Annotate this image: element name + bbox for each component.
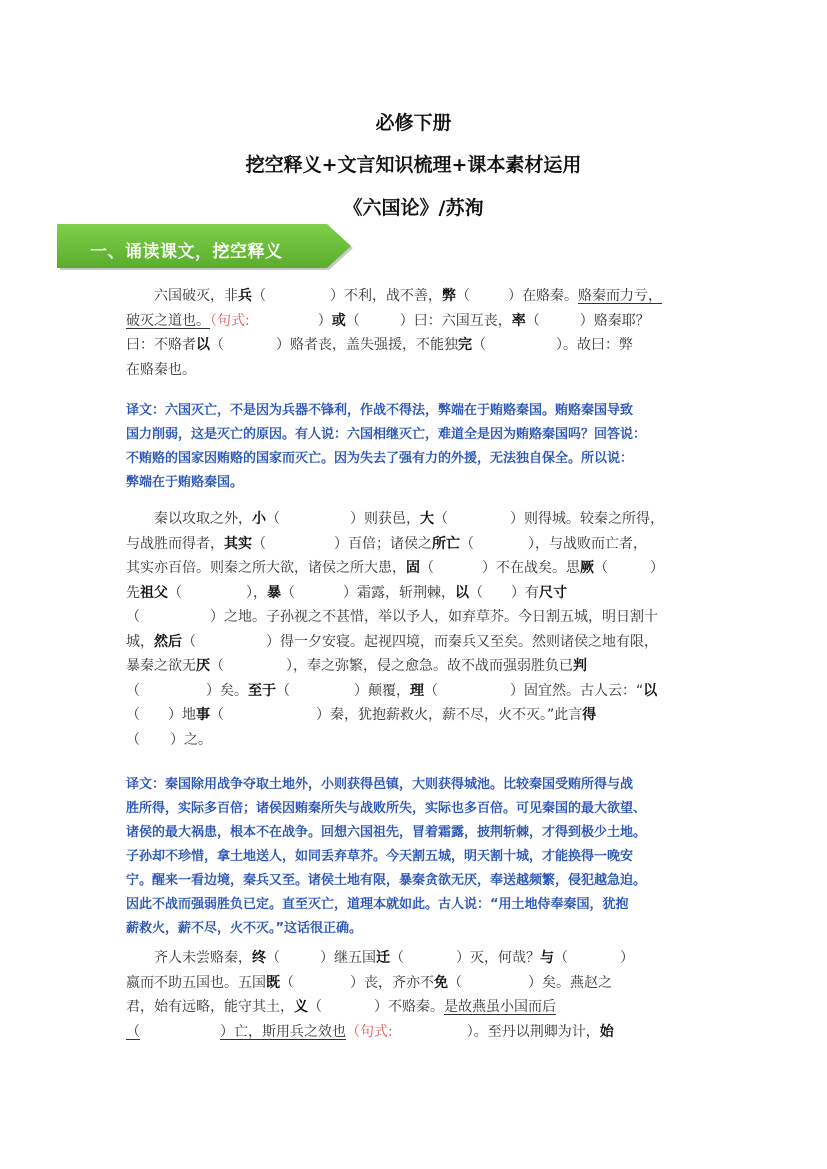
translation-line: 译文：秦国除用战争夺取土地外，小则获得邑镇，大则获得城池。比较秦国受贿所得与战 (126, 777, 634, 792)
section-title: 一、诵读课文，挖空释义 (90, 242, 283, 262)
text-line: （ ）矣。至于（ ）颠覆，理（ ）固宜然。古人云：“以 (126, 682, 658, 699)
text-line: （ ）地事（ ）秦，犹抱薪救火，薪不尽，火不灭。”此言得 (126, 707, 597, 723)
text-line: 秦以攻取之外，小（ ）则获邑，大（ ）则得城。较秦之所得， (154, 511, 664, 527)
lesson-title: 《六国论》/苏洵 (343, 197, 484, 219)
translation-line: 胜所得，实际多百倍；诸侯因贿秦所失与战败所失，实际也多百倍。可见秦国的最大欲望、 (126, 801, 647, 816)
passage-paragraph-1 (126, 284, 716, 382)
text-line: 先祖父（ ），暴（ ）霜露，斩荆棘，以（ ）有尺寸 (126, 584, 567, 601)
translation-line: 译文：六国灭亡，不是因为兵器不锋利，作战不得法，弊端在于贿赂秦国。贿赂秦国导致 (126, 403, 634, 418)
translation-1 (126, 399, 716, 495)
text-line: （ ）亡，斯用兵之效也（句式: ）。至丹以荆卿为计，始 (126, 1023, 614, 1040)
page-subtitle: 挖空释义+文言知识梳理+课本素材运用 (245, 154, 582, 176)
section-banner (57, 222, 353, 272)
translation-line: 弊端在于贿赂秦国。 (126, 475, 244, 490)
text-line: 嬴而不助五国也。五国既（ ）丧，齐亦不免（ ）矣。燕赵之 (126, 974, 612, 991)
text-line: 破灭之道也。（句式: ）或（ ）曰：六国互丧，率（ ）赂秦耶？ (126, 312, 650, 329)
translation-line: 因此不战而强弱胜负已定。直至灭亡，道理本就如此。古人说：“用土地侍奉秦国，犹抱 (126, 897, 629, 912)
text-line: 城，然后（ ）得一夕安寝。起视四境，而秦兵又至矣。然则诸侯之地有限， (126, 633, 658, 650)
text-line: （ ）之。 (126, 731, 212, 748)
translation-line: 国力削弱，这是灭亡的原因。有人说：六国相继灭亡，难道全是因为贿赂秦国吗？回答说： (126, 427, 647, 442)
text-line: 暴秦之欲无厌（ ），奉之弥繁，侵之愈急。故不战而强弱胜负已判 (126, 658, 587, 674)
translation-line: 子孙却不珍惜，拿土地送人，如同丢弃草芥。今天割五城，明天割十城，才能换得一晚安 (126, 849, 634, 864)
book-title: 必修下册 (375, 112, 452, 134)
translation-line: 不贿赂的国家因贿赂的国家而灭亡。因为失去了强有力的外援，无法独自保全。所以说： (126, 451, 634, 466)
passage-paragraph-2 (126, 507, 716, 752)
passage-paragraph-3 (126, 946, 716, 1044)
translation-2 (126, 773, 716, 941)
text-line: 与战胜而得者，其实（ ）百倍；诸侯之所亡（ ），与战败而亡者， (126, 535, 647, 552)
text-line: 齐人未尝赂秦，终（ ）继五国迁（ ）灭，何哉？与（ ） (154, 950, 634, 966)
translation-line: 宁。醒来一看边境，秦兵又至。诸侯土地有限，暴秦贪欲无厌，奉送越频繁，侵犯越急迫。 (126, 873, 647, 888)
text-line: 在赂秦也。 (126, 361, 196, 378)
text-line: （ ）之地。子孙视之不甚惜，举以予人，如弃草芥。今日割五城，明日割十 (126, 609, 658, 625)
text-line: 曰：不赂者以（ ）赂者丧，盖失强援，不能独完（ ）。故曰：弊 (126, 337, 633, 353)
translation-line: 薪救火，薪不尽，火不灭。”这话很正确。 (126, 921, 363, 936)
text-line: 六国破灭，非兵（ ）不利，战不善，弊（ ）在赂秦。赂秦而力亏， (154, 288, 662, 304)
text-line: 君，始有远略，能守其土，义（ ）不赂秦。是故燕虽小国而后 (126, 999, 556, 1015)
text-line: 其实亦百倍。则秦之所大欲，诸侯之所大患，固（ ）不在战矣。思厥（ ） (126, 560, 664, 576)
translation-line: 诸侯的最大祸患，根本不在战争。回想六国祖先，冒着霜露，披荆斩棘，才得到极少土地。 (126, 825, 647, 840)
